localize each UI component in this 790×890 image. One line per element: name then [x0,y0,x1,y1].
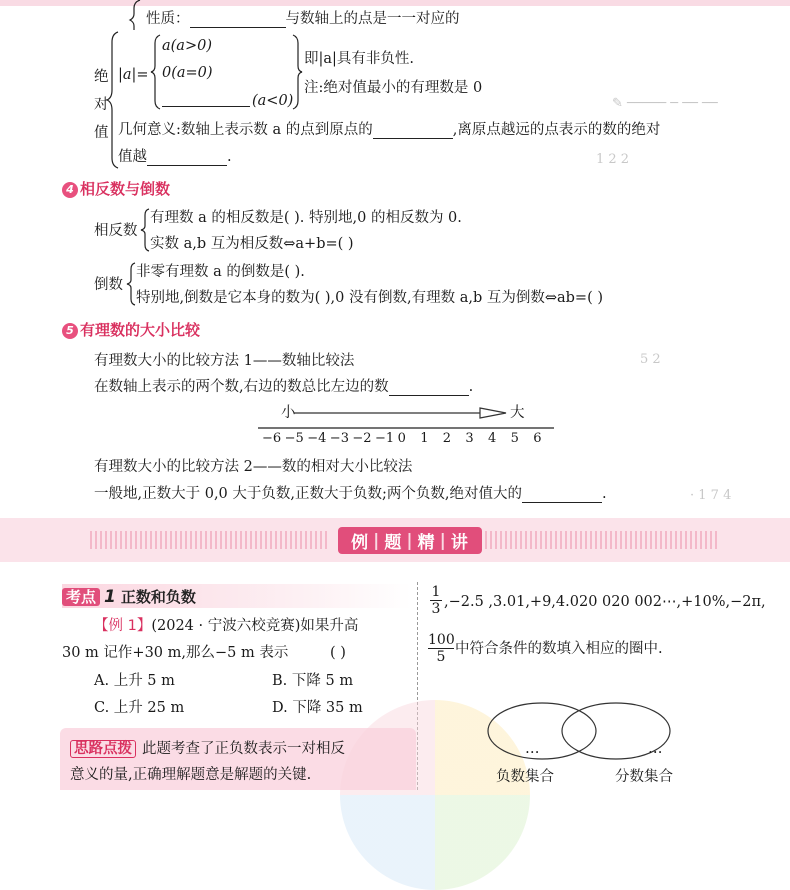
banner-char-4: 讲 [450,533,469,553]
abs-lhs: |a|= [118,67,149,83]
compare-rule-end: . [468,379,474,395]
banner-stripes-right [480,531,720,549]
hint-text-1: 此题考查了正负数表示一对相反 [142,741,345,757]
blank [389,381,469,396]
property-label: 性质： [146,11,190,27]
opposite-line-1: 有理数 a 的相反数是( ). 特别地,0 的相反数为 0. [150,210,462,226]
case-1: a(a>0) [162,38,212,54]
answer-paren: ( ) [330,645,346,661]
geo-meaning-line1 [118,121,660,139]
note-nonnegative: 即|a|具有非负性. [304,51,415,67]
case-2: 0(a=0) [162,65,213,81]
abs-char-3: 值 [94,125,109,141]
tick-label: 4 [488,431,497,446]
compare-general-line [94,485,607,503]
banner-char-1: 例 [351,533,370,553]
banner-stripes-left [90,531,330,549]
tick-label: 5 [510,431,519,446]
small-label: 小 [281,405,296,421]
option-a: A. 上升 5 m [94,673,175,689]
tick-label: 3 [465,431,474,446]
brace-reciprocal [126,262,136,306]
hint-line-1 [70,740,345,758]
reciprocal-line-2: 特别地,倒数是它本身的数为( ),0 没有倒数,有理数 a,b 互为倒数⇔ab=( ) [136,290,603,306]
compare-general-end: . [602,486,607,502]
property-tail: 与数轴上的点是一一对应的 [285,11,460,27]
hint-label: 思路点拨 [70,740,136,758]
brace-abs-cases [150,34,162,110]
tick-label: 2 [442,431,452,446]
fraction-denominator: 3 [431,601,441,617]
fraction-denominator: 5 [428,648,454,665]
case-3: (a<0) [252,93,294,109]
banner-title: 例 | 题 | 精 | 讲 [338,527,482,554]
reciprocal-label: 倒数 [94,277,123,293]
compare-rule-head: 在数轴上表示的两个数,右边的数总比左边的数 [94,379,389,395]
tick-label: 0 [397,431,406,446]
blank [373,124,453,139]
compare-method-1: 有理数大小的比较方法 1——数轴比较法 [94,353,355,369]
banner-char-2: 题 [384,533,403,553]
example-1-line-2: 30 m 记作+30 m,那么−5 m 表示 [62,645,289,661]
venn-left-dots: … [525,741,540,757]
section-number-badge: 4 [62,182,78,198]
fraction-set-label: 分数集合 [615,769,673,785]
kaodian-heading [62,586,196,607]
geo-line2-head: 值越 [118,149,147,165]
kaodian-tag: 考点 [62,588,100,606]
venn-right-dots: … [648,741,663,757]
fraction-numerator: 100 [428,632,455,648]
brace-abs-notes [291,34,303,110]
tick-label: −3 [329,431,349,446]
compare-method-2: 有理数大小的比较方法 2——数的相对大小比较法 [94,459,413,475]
fraction-numerator: 1 [431,584,441,600]
tick-label: −6 [262,431,282,446]
option-b: B. 下降 5 m [272,673,354,689]
geo-meaning-line2 [118,148,232,166]
blank [190,13,286,28]
example-1-line-1 [94,617,358,635]
tick-label: −4 [307,431,327,446]
compare-general-head: 一般地,正数大于 0,0 大于负数,正数大于负数;两个负数,绝对值大的 [94,486,522,502]
tick-label: −2 [352,431,372,446]
blank [162,106,250,107]
section-title: 相反数与倒数 [80,180,171,198]
geo-line1-tail: ,离原点越远的点表示的数的绝对 [452,122,661,138]
section-number-badge: 5 [62,323,78,339]
tick-label: −1 [375,431,395,446]
blank [147,151,227,166]
compare-rule-line [94,378,473,396]
option-c: C. 上升 25 m [94,700,185,716]
section-title: 有理数的大小比较 [80,321,201,339]
option-d: D. 下降 35 m [272,700,363,716]
opposite-line-2: 实数 a,b 互为相反数⇔a+b=( ) [150,236,354,252]
kaodian-number: 1 [104,587,116,607]
abs-char-2: 对 [94,97,109,113]
note-minimum: 注:绝对值最小的有理数是 0 [304,80,483,96]
example-label: 【例 1】 [94,618,152,634]
fraction-hundred-fifth [428,632,454,665]
hint-line-2: 意义的量,正确理解题意是解题的关键. [70,767,312,783]
number-list-line-2: 中符合条件的数填入相应的圈中. [455,641,663,657]
tick-label: 1 [420,431,429,446]
property-line [146,10,460,28]
brace-small-top [130,0,144,30]
opposite-label: 相反数 [94,223,138,239]
big-label: 大 [510,405,525,421]
blank [522,488,602,503]
geo-line2-end: . [227,149,232,165]
reciprocal-line-1: 非零有理数 a 的倒数是( ). [136,264,305,280]
example-source: (2024 · 宁波六校竞赛)如果升高 [151,618,359,634]
section-4-heading [62,178,170,199]
banner-char-3: 精 [417,533,436,553]
tick-label: 6 [533,431,542,446]
tick-label: −5 [284,431,304,446]
section-5-heading [62,319,200,340]
brace-opposite [140,208,150,252]
kaodian-title: 正数和负数 [120,588,196,606]
negative-set-label: 负数集合 [496,769,554,785]
abs-char-1: 绝 [94,69,109,85]
top-pink-strip [0,0,790,6]
geo-line1-head: 几何意义:数轴上表示数 a 的点到原点的 [118,122,373,138]
fraction-one-third [430,584,442,617]
number-list-line-1: ,−2.5 ,3.01,+9,4.020 020 002⋯,+10%,−2π, [444,594,766,610]
